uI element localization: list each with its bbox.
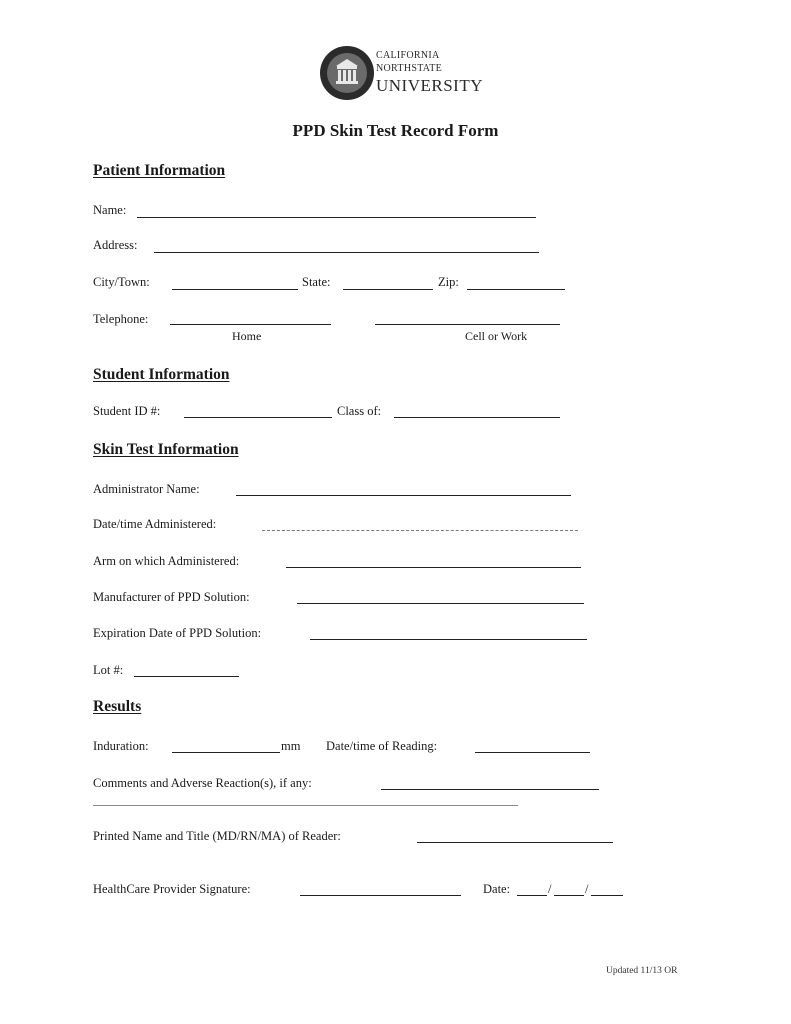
logo-line-1: CALIFORNIA [376,50,440,61]
date-year-field[interactable] [591,895,623,896]
home-phone-field[interactable] [170,324,331,325]
comments-label: Comments and Adverse Reaction(s), if any: [93,776,312,790]
expiration-label: Expiration Date of PPD Solution: [93,626,262,640]
student-id-field[interactable] [184,417,332,418]
skin-test-heading: Skin Test Information [93,441,239,458]
telephone-label: Telephone: [93,312,149,326]
reading-label: Date/time of Reading: [326,739,438,753]
comments-field[interactable] [381,789,599,790]
student-id-label: Student ID #: [93,404,161,418]
manufacturer-field[interactable] [297,603,584,604]
printed-name-field[interactable] [417,842,613,843]
name-field[interactable] [137,217,536,218]
home-caption: Home [232,329,262,343]
updated-footer: Updated 11/13 OR [606,966,678,976]
zip-label: Zip: [438,275,459,289]
comments-field-continued[interactable] [93,805,518,806]
university-logo [318,44,488,104]
state-field[interactable] [343,289,433,290]
reading-field[interactable] [475,752,590,753]
signature-label: HealthCare Provider Signature: [93,882,251,896]
address-field[interactable] [154,252,539,253]
form-title: PPD Skin Test Record Form [292,121,499,140]
logo-line-2: NORTHSTATE [376,63,443,74]
datetime-administered-field[interactable] [262,530,578,531]
class-of-label: Class of: [337,404,382,418]
date-separator-1: / [548,882,552,896]
lot-label: Lot #: [93,663,124,677]
zip-field[interactable] [467,289,565,290]
induration-label: Induration: [93,739,149,753]
expiration-field[interactable] [310,639,587,640]
class-of-field[interactable] [394,417,560,418]
date-label: Date: [483,882,511,896]
admin-name-label: Administrator Name: [93,482,200,496]
printed-name-label: Printed Name and Title (MD/RN/MA) of Reader: [93,829,341,843]
patient-info-heading: Patient Information [93,162,226,179]
induration-field[interactable] [172,752,280,753]
mm-unit: mm [281,739,301,753]
admin-name-field[interactable] [236,495,571,496]
date-day-field[interactable] [554,895,584,896]
arm-label: Arm on which Administered: [93,554,240,568]
city-label: City/Town: [93,275,150,289]
manufacturer-label: Manufacturer of PPD Solution: [93,590,250,604]
date-separator-2: / [585,882,589,896]
address-label: Address: [93,238,138,252]
logo-line-3: UNIVERSITY [376,76,483,95]
cell-caption: Cell or Work [465,329,528,343]
city-field[interactable] [172,289,298,290]
date-month-field[interactable] [517,895,547,896]
datetime-administered-label: Date/time Administered: [93,517,217,531]
lot-field[interactable] [134,676,239,677]
name-label: Name: [93,203,127,217]
results-heading: Results [93,698,142,715]
student-info-heading: Student Information [93,366,230,383]
university-seal-icon [318,44,376,102]
signature-field[interactable] [300,895,461,896]
state-label: State: [302,275,331,289]
cell-phone-field[interactable] [375,324,560,325]
arm-field[interactable] [286,567,581,568]
